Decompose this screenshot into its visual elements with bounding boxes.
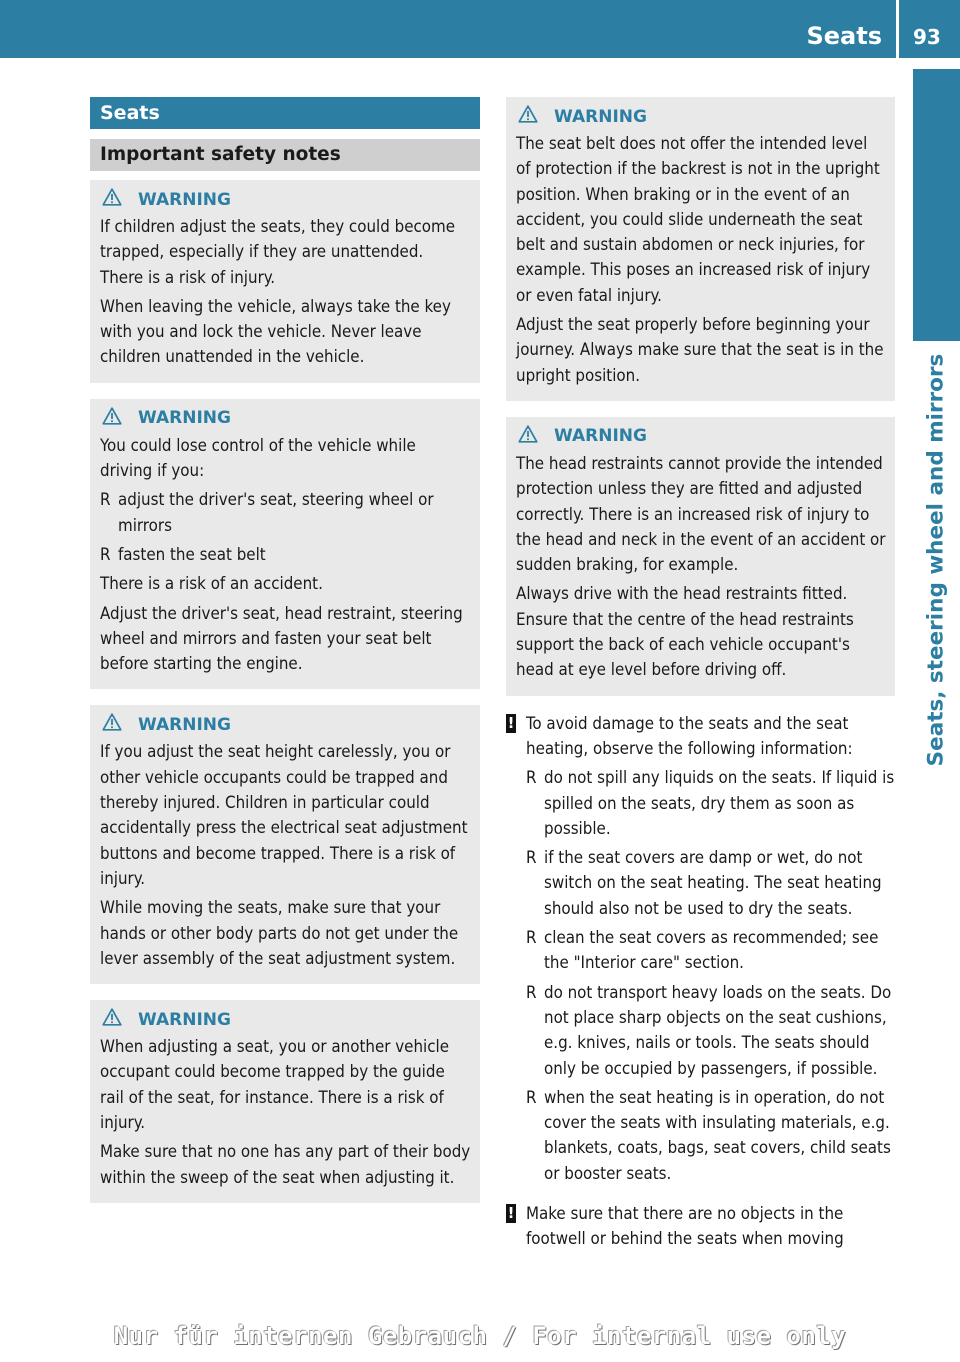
bullet-text: do not transport heavy loads on the seats. Do not place sharp objects on the seat cushions, e.g. knives, nails or tools. The seats should only be occupied by passengers, if possible. [544,981,892,1078]
left-column [90,97,480,1203]
right-notes [506,711,895,1252]
right-warnings [506,97,895,696]
bullet-marker: R [526,927,537,948]
warning-heading [100,188,471,212]
bullet-item [100,487,471,538]
section-heading: Seats [90,97,480,129]
warning-label: WARNING [138,1009,231,1030]
warning-heading [100,407,471,431]
note-text: Make sure that there are no objects in the footwell or behind the seats when moving [526,1202,844,1249]
warning-text: When adjusting a seat, you or another vehicle occupant could become trapped by the guide rail of the seat, for instance. There is a risk of injury. [100,1036,450,1133]
warning-box [90,1000,480,1203]
note-block [506,711,895,1186]
warning-triangle-icon [100,1008,138,1032]
note-block [506,1201,895,1252]
warning-label: WARNING [554,426,647,447]
bullet-text: do not spill any liquids on the seats. If liquid is spilled on the seats, dry them as soon as possible. [544,767,895,838]
warning-text: The seat belt does not offer the intended level of protection if the backrest is not in the upright position. When braking or in the event of an accident, you could slide underneath the seat belt and sustain abdomen or neck injuries, for example. This poses an increased risk of injury or even fatal injury. [516,133,880,305]
warning-text: The head restraints cannot provide the intended protection unless they are fitted and adjusted correctly. There is an increased risk of injury to the head and neck in the event of an accident or sudden braking, for example. [516,452,886,575]
warning-text: You could lose control of the vehicle while driving if you: [100,434,416,481]
left-warnings [90,180,480,1203]
exclamation-icon: ! [507,1203,515,1222]
warning-text: There is a risk of an accident. [100,573,323,594]
chapter-title: Seats, steering wheel and mirrors [923,353,949,767]
note-bullet-item [526,980,895,1081]
bullet-marker: R [100,489,111,510]
warning-text: Make sure that no one has any part of their body within the sweep of the seat when adjusting it. [100,1141,471,1187]
warning-triangle-icon [100,713,138,737]
chapter-tab [913,69,960,341]
bullet-text: fasten the seat belt [118,543,266,564]
warning-label: WARNING [138,408,231,429]
warning-box [506,417,895,696]
header-divider [896,0,899,58]
note-body [526,711,895,1186]
warning-text: If you adjust the seat height carelessly, you or other vehicle occupants could be trapped and thereby injured. Children in particular could accidentally press the electrical seat adjustment buttons and become trapped. There is a risk of injury. [100,741,468,888]
bullet-text: when the seat heating is in operation, do not cover the seats with insulating materials, e.g. blankets, coats, bags, seat covers, child seats or booster seats. [544,1086,891,1183]
warning-triangle-icon [516,425,554,449]
page-number: 93 [913,25,941,49]
warning-box [90,705,480,984]
warning-triangle-icon [100,188,138,212]
header-section-title: Seats [806,22,882,50]
warning-box [506,97,895,401]
warning-box [90,399,480,690]
note-bullet-item [526,925,895,976]
bullet-marker: R [526,981,537,1002]
warning-text: If children adjust the seats, they could become trapped, especially if they are unattended. There is a risk of injury. [100,216,456,287]
bullet-marker: R [526,847,537,868]
warning-label: WARNING [554,106,647,127]
bullet-text: adjust the driver's seat, steering wheel or mirrors [118,489,434,535]
warning-triangle-icon [100,407,138,431]
bullet-item [100,542,471,567]
warning-text: Adjust the driver's seat, head restraint, steering wheel and mirrors and fasten your seat belt before starting the engine. [100,602,463,674]
warning-heading [100,1008,471,1032]
warning-box [90,180,480,383]
subsection-heading: Important safety notes [90,139,480,171]
note-bullet-item [526,765,895,841]
warning-heading [100,713,471,737]
warning-label: WARNING [138,189,231,210]
note-bullet-item [526,1085,895,1186]
warning-heading [516,425,886,449]
warning-text: Always drive with the head restraints fitted. Ensure that the centre of the head restraints support the back of each vehicle occupant's head at eye level before driving off. [516,583,854,680]
note-body [526,1201,895,1252]
right-column [506,97,895,1252]
warning-heading [516,105,886,129]
bullet-marker: R [100,543,111,564]
watermark: Nur für internen Gebrauch / For internal use only [113,1322,847,1350]
bullet-marker: R [526,767,537,788]
bullet-text: if the seat covers are damp or wet, do not switch on the seat heating. The seat heating should also not be used to dry the seats. [544,847,882,918]
warning-triangle-icon [516,105,554,129]
warning-label: WARNING [138,714,231,735]
exclamation-icon: ! [507,713,515,732]
note-text: To avoid damage to the seats and the seat heating, observe the following information: [526,712,853,758]
warning-text: When leaving the vehicle, always take the key with you and lock the vehicle. Never leave children unattended in the vehicle. [100,295,451,367]
page-header [0,0,960,58]
warning-text: Adjust the seat properly before beginning your journey. Always make sure that the seat is in the upright position. [516,314,884,385]
warning-text: While moving the seats, make sure that your hands or other body parts do not get under the lever assembly of the seat adjustment system. [100,897,459,968]
bullet-marker: R [526,1086,537,1107]
note-bullet-item [526,845,895,921]
bullet-text: clean the seat covers as recommended; see the "Interior care" section. [544,927,879,973]
